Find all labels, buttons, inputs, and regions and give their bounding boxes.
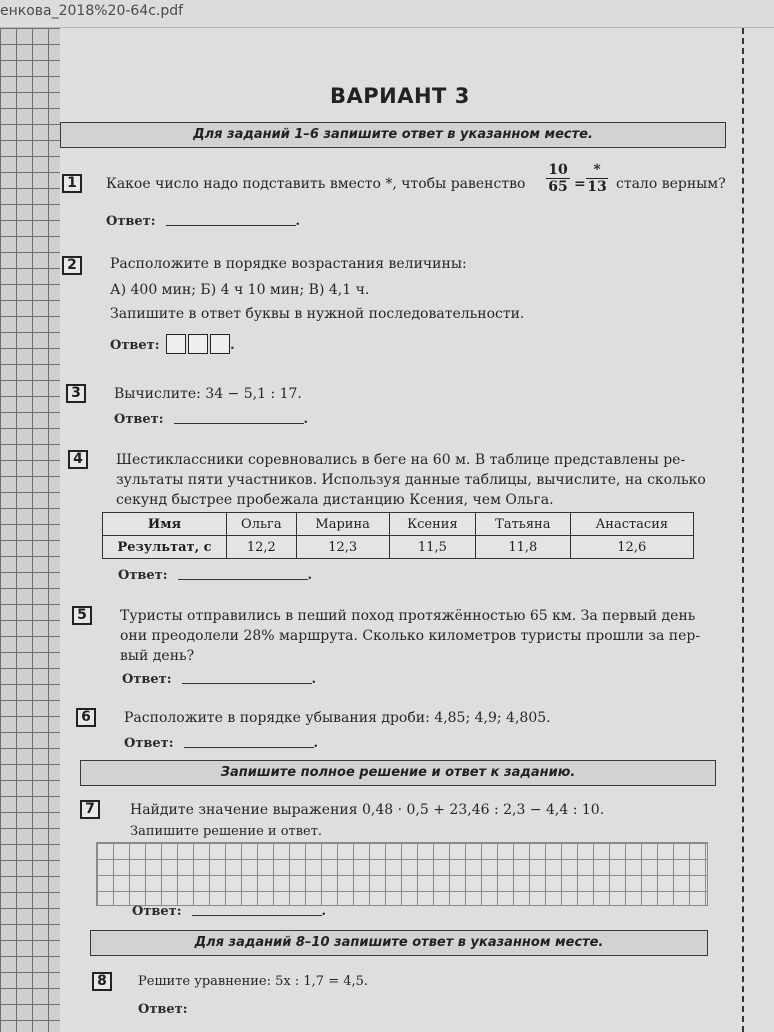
- answer-label: Ответ:: [122, 672, 172, 687]
- task-number-6: 6: [76, 708, 96, 727]
- answer-label: Ответ:: [118, 568, 168, 583]
- task-5-line-1: Туристы отправились в пеший поход протяжённостью 65 км. За первый день: [120, 608, 696, 624]
- table-cell: Анастасия: [570, 513, 693, 536]
- task-number-2: 2: [62, 256, 82, 275]
- answer-box-1[interactable]: [166, 334, 186, 354]
- task-2-line-2: А) 400 мин; Б) 4 ч 10 мин; В) 4,1 ч.: [110, 282, 370, 298]
- task-5-line-3: вый день?: [120, 648, 195, 664]
- answer-box-2[interactable]: [188, 334, 208, 354]
- task-number-4: 4: [68, 450, 88, 469]
- fraction-numerator: *: [586, 162, 608, 179]
- adjacent-page-grid: [0, 28, 60, 1032]
- answer-line-6[interactable]: [184, 736, 314, 748]
- answer-label: Ответ:: [114, 412, 164, 427]
- table-cell: 11,8: [476, 536, 570, 559]
- task-7-line-2: Запишите решение и ответ.: [130, 824, 323, 839]
- document-page[interactable]: [60, 28, 774, 1032]
- task-7-line-1: Найдите значение выражения 0,48 · 0,5 + 23,46 : 2,3 − 4,4 : 10.: [130, 802, 605, 818]
- answer-box-3[interactable]: [210, 334, 230, 354]
- task-4-line-3: секунд быстрее пробежала дистанцию Ксения, чем Ольга.: [116, 492, 554, 508]
- pdf-viewer-titlebar: [0, 0, 774, 28]
- answer-label: Ответ:: [110, 338, 160, 353]
- instruction-band-1: Для заданий 1–6 запишите ответ в указанном месте.: [60, 122, 726, 148]
- fraction-star-13: [586, 162, 608, 195]
- answer-label: Ответ:: [138, 1002, 188, 1017]
- task-number-5: 5: [72, 606, 92, 625]
- task-number-3: 3: [66, 384, 86, 403]
- task-1-text-a: Какое число надо подставить вместо *, чтобы равенство: [106, 176, 526, 192]
- fraction-numerator: 10: [546, 162, 570, 179]
- table-cell: Ольга: [227, 513, 297, 536]
- instruction-band-2: Запишите полное решение и ответ к заданию.: [80, 760, 716, 786]
- answer-label: Ответ:: [132, 904, 182, 919]
- answer-line-4[interactable]: [178, 568, 308, 580]
- solution-grid[interactable]: [96, 842, 708, 906]
- answer-line-7[interactable]: [192, 904, 322, 916]
- table-header-name: Имя: [103, 513, 227, 536]
- task-number-1: 1: [62, 174, 82, 193]
- answer-row-4: Ответ: .: [118, 568, 313, 583]
- results-table: [102, 512, 694, 559]
- task-number-8: 8: [92, 972, 112, 991]
- task-1-text-b: стало верным?: [616, 176, 726, 192]
- task-8-line-1: Решите уравнение: 5x : 1,7 = 4,5.: [138, 974, 369, 989]
- answer-row-8: [138, 1002, 188, 1017]
- table-cell: 12,3: [296, 536, 389, 559]
- fraction-10-65: [546, 162, 570, 195]
- answer-label: Ответ:: [106, 214, 156, 229]
- table-cell: 12,2: [227, 536, 297, 559]
- answer-row-2: Ответ: .: [110, 334, 235, 354]
- fraction-denominator: 13: [587, 179, 607, 195]
- variant-title: ВАРИАНТ 3: [330, 84, 470, 108]
- task-number-7: 7: [80, 800, 100, 819]
- table-cell: 12,6: [570, 536, 693, 559]
- task-2-line-3: Запишите в ответ буквы в нужной последовательности.: [110, 306, 525, 322]
- task-4-line-2: зультаты пяти участников. Используя данные таблицы, вычислите, на сколько: [116, 472, 706, 488]
- table-cell: Марина: [296, 513, 389, 536]
- cut-line: [742, 28, 744, 1032]
- table-cell: Татьяна: [476, 513, 570, 536]
- task-3-line-1: Вычислите: 34 − 5,1 : 17.: [114, 386, 302, 402]
- instruction-band-3: Для заданий 8–10 запишите ответ в указанном месте.: [90, 930, 708, 956]
- task-5-line-2: они преодолели 28% маршрута. Сколько километров туристы прошли за пер-: [120, 628, 701, 644]
- answer-row-3: Ответ: .: [114, 412, 309, 427]
- answer-line-5[interactable]: [182, 672, 312, 684]
- answer-label: Ответ:: [124, 736, 174, 751]
- table-row: [103, 536, 694, 559]
- equals-sign: =: [574, 176, 586, 192]
- fraction-denominator: 65: [548, 179, 568, 195]
- task-4-line-1: Шестиклассники соревновались в беге на 60 м. В таблице представлены ре-: [116, 452, 686, 468]
- task-2-line-1: Расположите в порядке возрастания величины:: [110, 256, 467, 272]
- answer-line-3[interactable]: [174, 412, 304, 424]
- answer-row-7: Ответ: .: [132, 904, 327, 919]
- table-row: [103, 513, 694, 536]
- task-6-line-1: Расположите в порядке убывания дроби: 4,85; 4,9; 4,805.: [124, 710, 551, 726]
- pdf-filename: енкова_2018%20-64с.pdf: [0, 3, 184, 19]
- table-header-result: Результат, с: [103, 536, 227, 559]
- answer-row-5: Ответ: .: [122, 672, 317, 687]
- answer-row-6: Ответ: .: [124, 736, 319, 751]
- table-cell: 11,5: [389, 536, 475, 559]
- table-cell: Ксения: [389, 513, 475, 536]
- answer-line-1[interactable]: [166, 214, 296, 226]
- answer-row-1: Ответ: .: [106, 214, 301, 229]
